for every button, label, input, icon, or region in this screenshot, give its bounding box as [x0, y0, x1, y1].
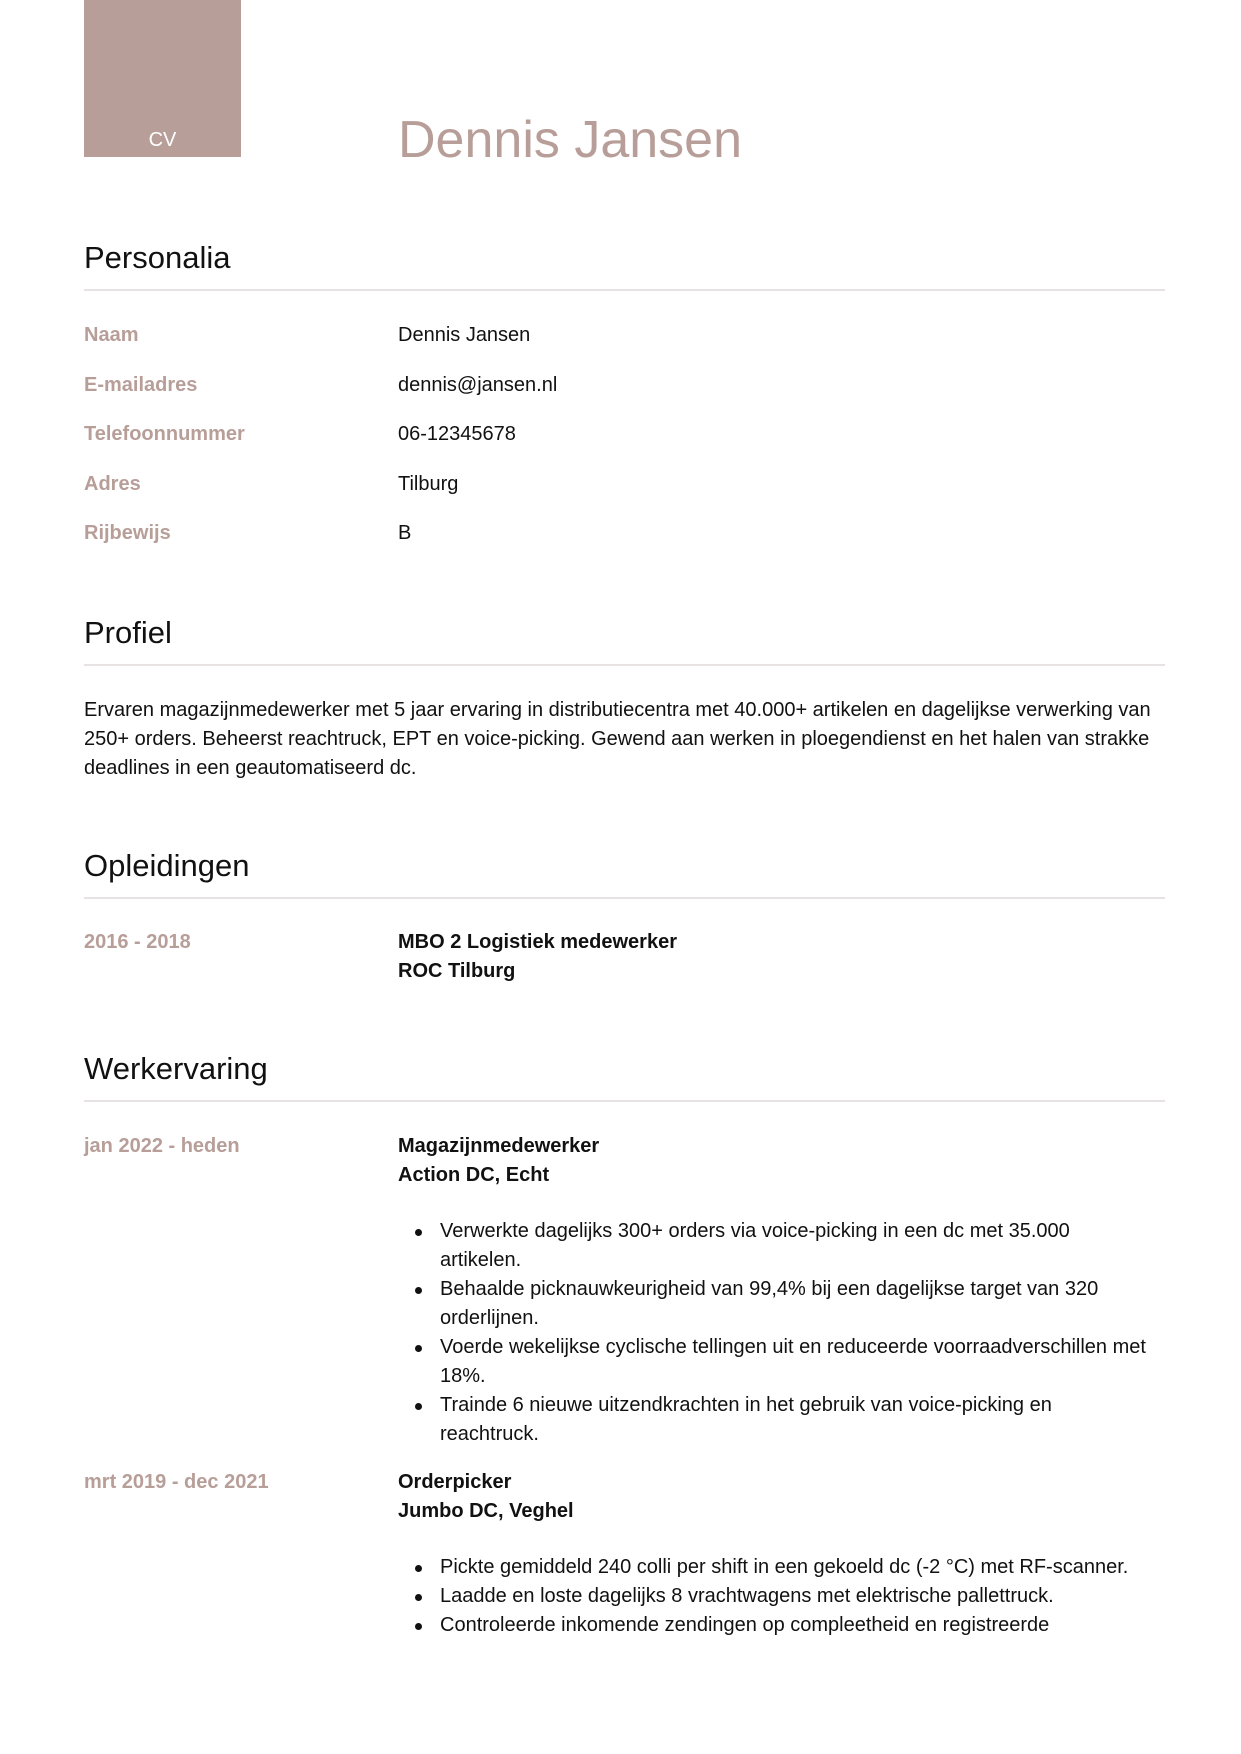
section-title-profiel: Profiel — [84, 615, 172, 650]
list-item: Voerde wekelijkse cyclische tellingen uit en reduceerde voorraadverschillen met 18%. — [398, 1333, 1148, 1391]
section-title-personalia: Personalia — [84, 240, 231, 275]
job-employer: Action DC, Echt — [398, 1164, 550, 1186]
label-rijbewijs: Rijbewijs — [84, 522, 171, 544]
section-divider — [84, 664, 1165, 666]
job-title: Magazijnmedewerker — [398, 1135, 600, 1157]
section-divider — [84, 289, 1165, 291]
label-adres: Adres — [84, 473, 141, 495]
job-period: jan 2022 - heden — [84, 1135, 240, 1157]
value-adres: Tilburg — [398, 473, 459, 495]
cv-badge: CV — [84, 0, 241, 157]
list-item: Behaalde picknauwkeurigheid van 99,4% bij een dagelijkse target van 320 orderlijnen. — [398, 1275, 1148, 1333]
job-bullet-list — [398, 1553, 1148, 1640]
page-title: Dennis Jansen — [398, 111, 742, 169]
job-period: mrt 2019 - dec 2021 — [84, 1471, 269, 1493]
job-employer: Jumbo DC, Veghel — [398, 1500, 574, 1522]
job-title: Orderpicker — [398, 1471, 512, 1493]
list-item: Trainde 6 nieuwe uitzendkrachten in het gebruik van voice-picking en reachtruck. — [398, 1391, 1148, 1449]
section-divider — [84, 1100, 1165, 1102]
job-bullet-list — [398, 1217, 1148, 1449]
list-item: Verwerkte dagelijks 300+ orders via voice-picking in een dc met 35.000 artikelen. — [398, 1217, 1148, 1275]
section-title-werkervaring: Werkervaring — [84, 1051, 268, 1086]
label-email: E-mailadres — [84, 374, 198, 396]
education-school: ROC Tilburg — [398, 960, 516, 982]
section-divider — [84, 897, 1165, 899]
list-item: Laadde en loste dagelijks 8 vrachtwagens met elektrische pallettruck. — [398, 1582, 1148, 1611]
value-rijbewijs: B — [398, 522, 412, 544]
section-title-opleidingen: Opleidingen — [84, 848, 250, 883]
value-telefoonnummer: 06-12345678 — [398, 423, 516, 445]
education-period: 2016 - 2018 — [84, 931, 191, 953]
value-email: dennis@jansen.nl — [398, 374, 558, 396]
education-title: MBO 2 Logistiek medewerker — [398, 931, 677, 953]
label-naam: Naam — [84, 324, 139, 346]
list-item: Pickte gemiddeld 240 colli per shift in een gekoeld dc (-2 °C) met RF-scanner. — [398, 1553, 1148, 1582]
value-naam: Dennis Jansen — [398, 324, 531, 346]
label-telefoonnummer: Telefoonnummer — [84, 423, 245, 445]
profile-text: Ervaren magazijnmedewerker met 5 jaar ervaring in distributiecentra met 40.000+ artikelen en dagelijkse verwerking van 250+ orders. Beheerst reachtruck, EPT en voice-picking. Gewend aan werken in ploegendienst en het halen van strakke deadlines in een geautomatiseerd dc. — [84, 699, 1151, 779]
list-item: Controleerde inkomende zendingen op compleetheid en registreerde — [398, 1611, 1148, 1640]
